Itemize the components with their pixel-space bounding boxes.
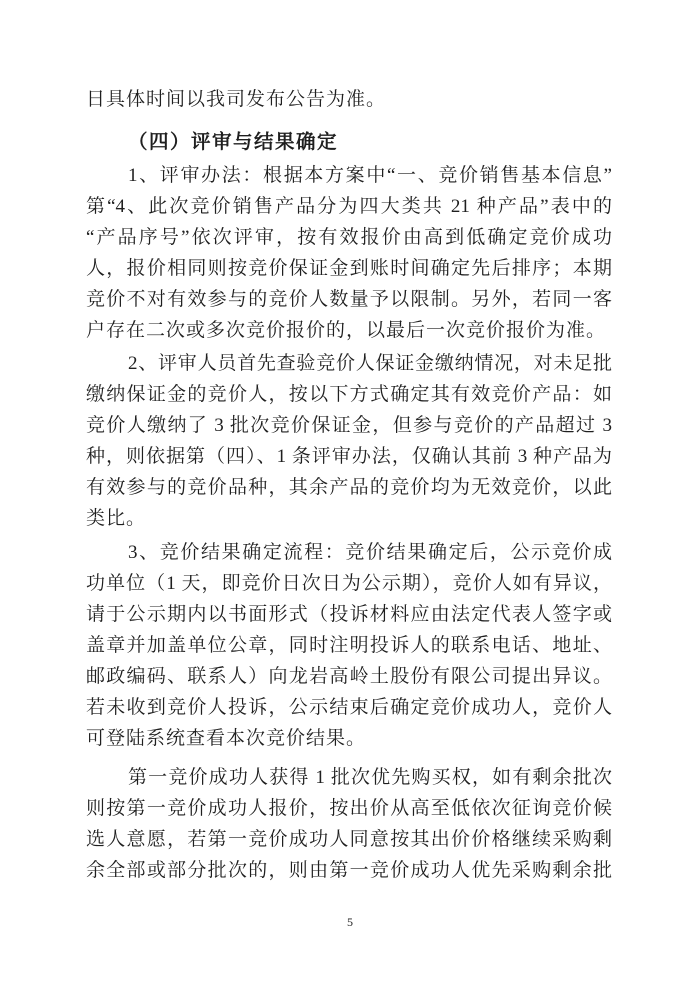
page-number-footer: 5 [347, 915, 353, 929]
heading-text: （四）评审与结果确定 [128, 132, 339, 153]
text-line: 邮政编码、联系人）向龙岩高岭土股份有限公司提出异议。 [86, 666, 612, 687]
text-line: 第一竞价成功人获得 1 批次优先购买权，如有剩余批次 [128, 767, 612, 788]
text-line: 人，报价相同则按竞价保证金到账时间确定先后排序；本期 [86, 258, 612, 279]
text-line: 类比。 [86, 508, 147, 529]
paragraph-continuation [86, 84, 612, 115]
text-line: 余全部或部分批次的，则由第一竞价成功人优先采购剩余批 [86, 860, 612, 881]
text-line: 3、竞价结果确定流程：竞价结果确定后，公示竞价成 [128, 542, 612, 563]
text-line: 功单位（1 天，即竞价日次日为公示期），竞价人如有异议， [86, 573, 612, 594]
paragraph [86, 160, 612, 346]
text-line: 2、评审人员首先查验竞价人保证金缴纳情况，对未足批 [128, 353, 612, 374]
text-line: 日具体时间以我司发布公告为准。 [86, 89, 387, 110]
text-line: 盖章并加盖单位公章，同时注明投诉人的联系电话、地址、 [86, 635, 612, 656]
text-line: 有效参与的竞价品种，其余产品的竞价均为无效竞价，以此 [86, 477, 612, 498]
page-content [86, 84, 612, 886]
text-line: 种，则依据第（四）、1 条评审办法，仅确认其前 3 种产品为 [86, 446, 612, 467]
text-line: 竞价不对有效参与的竞价人数量予以限制。另外，若同一客 [86, 289, 612, 310]
text-line: 户存在二次或多次竞价报价的，以最后一次竞价报价为准。 [86, 320, 607, 341]
paragraph [86, 348, 612, 534]
paragraph [86, 537, 612, 754]
paragraph [86, 762, 612, 886]
text-line: “产品序号”依次评审，按有效报价由高到低确定竞价成功 [86, 227, 612, 248]
text-line: 可登陆系统查看本次竞价结果。 [86, 728, 367, 749]
text-line: 选人意愿，若第一竞价成功人同意按其出价价格继续采购剩 [86, 829, 612, 850]
section-heading [86, 127, 612, 158]
text-line: 1、评审办法：根据本方案中“一、竞价销售基本信息” [128, 165, 612, 186]
text-line: 缴纳保证金的竞价人，按以下方式确定其有效竞价产品：如 [86, 384, 612, 405]
text-line: 请于公示期内以书面形式（投诉材料应由法定代表人签字或 [86, 604, 612, 625]
text-line: 第“4、此次竞价销售产品分为四大类共 21 种产品”表中的 [86, 196, 612, 217]
text-line: 竞价人缴纳了 3 批次竞价保证金，但参与竞价的产品超过 3 [86, 415, 612, 436]
text-line: 若未收到竞价人投诉，公示结束后确定竞价成功人，竞价人 [86, 697, 612, 718]
text-line: 则按第一竞价成功人报价，按出价从高至低依次征询竞价候 [86, 798, 612, 819]
